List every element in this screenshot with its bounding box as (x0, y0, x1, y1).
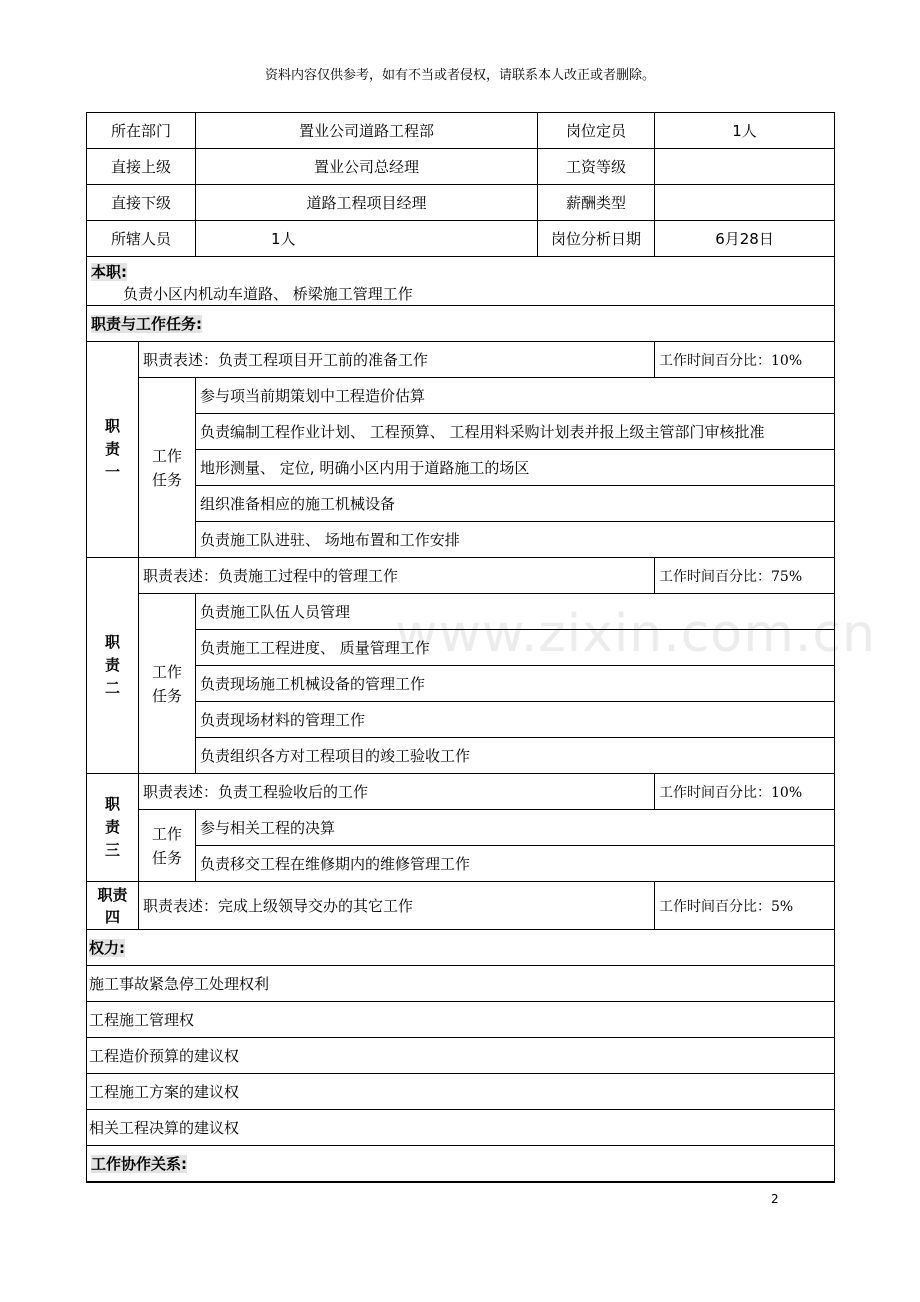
dept-label: 所在部门 (87, 113, 196, 149)
pay-type-label: 薪酬类型 (538, 185, 655, 221)
duty-2-label: 职责二 (87, 558, 139, 774)
grade-label: 工资等级 (538, 149, 655, 185)
power-row (87, 1038, 835, 1074)
basic-duty-row (87, 257, 835, 306)
duty-4-percent: 工作时间百分比：5% (655, 882, 835, 930)
quota-value: 1人 (655, 113, 835, 149)
duty-3-task-2: 负责移交工程在维修期内的维修管理工作 (196, 846, 835, 882)
duty-2-task-2: 负责施工工程进度、 质量管理工作 (196, 630, 835, 666)
duty-2-task-1: 负责施工队伍人员管理 (196, 594, 835, 630)
duty-3-label: 职责三 (87, 774, 139, 882)
power-item-3: 工程造价预算的建议权 (87, 1038, 835, 1074)
duty-3-task-1: 参与相关工程的决算 (196, 810, 835, 846)
duty-2-task-5: 负责组织各方对工程项目的竣工验收工作 (196, 738, 835, 774)
power-item-2: 工程施工管理权 (87, 1002, 835, 1038)
duty-1-percent: 工作时间百分比：10% (655, 342, 835, 378)
duty-3-statement-row (87, 774, 835, 810)
info-row-superior (87, 149, 835, 185)
analysis-date-value: 6月28日 (655, 221, 835, 257)
staff-label: 所辖人员 (87, 221, 196, 257)
duty-3-statement: 职责表述：负责工程验收后的工作 (139, 774, 655, 810)
duty-2-task-row (87, 702, 835, 738)
duty-1-task-row (87, 522, 835, 558)
info-row-subordinate (87, 185, 835, 221)
page-number: 2 (771, 1192, 779, 1206)
duties-heading-row (87, 306, 835, 342)
duty-1-task-row (87, 450, 835, 486)
power-row (87, 1002, 835, 1038)
duty-1-task-1: 参与项当前期策划中工程造价估算 (196, 378, 835, 414)
duty-1-task-3: 地形测量、 定位, 明确小区内用于道路施工的场区 (196, 450, 835, 486)
duty-1-statement-row (87, 342, 835, 378)
staff-value: 1人 (196, 221, 538, 257)
collaboration-heading-row (87, 1146, 835, 1182)
quota-label: 岗位定员 (538, 113, 655, 149)
duty-1-task-5: 负责施工队进驻、 场地布置和工作安排 (196, 522, 835, 558)
subordinate-label: 直接下级 (87, 185, 196, 221)
analysis-date-label: 岗位分析日期 (538, 221, 655, 257)
pay-type-value (655, 185, 835, 221)
grade-value (655, 149, 835, 185)
basic-duty-title: 本职: (91, 263, 127, 281)
duty-2-percent: 工作时间百分比：75% (655, 558, 835, 594)
duty-2-task-row (87, 666, 835, 702)
superior-label: 直接上级 (87, 149, 196, 185)
duty-3-percent: 工作时间百分比：10% (655, 774, 835, 810)
power-row (87, 1074, 835, 1110)
duty-1-label: 职责一 (87, 342, 139, 558)
duty-1-statement: 职责表述：负责工程项目开工前的准备工作 (139, 342, 655, 378)
job-description-table (86, 112, 835, 1183)
duty-3-task-row (87, 846, 835, 882)
duty-1-task-row (87, 486, 835, 522)
duty-2-statement: 职责表述：负责施工过程中的管理工作 (139, 558, 655, 594)
duty-1-task-row (87, 378, 835, 414)
power-item-1: 施工事故紧急停工处理权利 (87, 966, 835, 1002)
basic-duty-text: 负责小区内机动车道路、 桥梁施工管理工作 (123, 285, 413, 303)
duty-2-task-row (87, 594, 835, 630)
duty-1-task-label: 工作任务 (139, 378, 196, 558)
duty-2-task-3: 负责现场施工机械设备的管理工作 (196, 666, 835, 702)
duty-1-task-4: 组织准备相应的施工机械设备 (196, 486, 835, 522)
duty-2-task-row (87, 738, 835, 774)
power-item-5: 相关工程决算的建议权 (87, 1110, 835, 1146)
superior-value: 置业公司总经理 (196, 149, 538, 185)
info-row-staff (87, 221, 835, 257)
duty-2-task-label: 工作任务 (139, 594, 196, 774)
duty-4-statement-row (87, 882, 835, 930)
power-row (87, 966, 835, 1002)
collaboration-title: 工作协作关系: (91, 1154, 187, 1173)
dept-value: 置业公司道路工程部 (196, 113, 538, 149)
duty-1-task-row (87, 414, 835, 450)
duty-2-statement-row (87, 558, 835, 594)
duties-title: 职责与工作任务: (91, 315, 202, 333)
power-item-4: 工程施工方案的建议权 (87, 1074, 835, 1110)
duty-2-task-row (87, 630, 835, 666)
info-row-dept (87, 113, 835, 149)
header-note: 资料内容仅供参考，如有不当或者侵权，请联系本人改正或者删除。 (264, 68, 655, 83)
duty-3-task-row (87, 810, 835, 846)
power-row (87, 1110, 835, 1146)
powers-heading-row (87, 930, 835, 966)
subordinate-value: 道路工程项目经理 (196, 185, 538, 221)
powers-title: 权力: (89, 939, 125, 957)
duty-3-task-label: 工作任务 (139, 810, 196, 882)
duty-4-statement: 职责表述：完成上级领导交办的其它工作 (139, 882, 655, 930)
duty-1-task-2: 负责编制工程作业计划、 工程预算、 工程用料采购计划表并报上级主管部门审核批准 (196, 414, 835, 450)
duty-4-label: 职责四 (87, 882, 139, 930)
duty-2-task-4: 负责现场材料的管理工作 (196, 702, 835, 738)
watermark: www.zixin.com.cn (395, 604, 876, 664)
